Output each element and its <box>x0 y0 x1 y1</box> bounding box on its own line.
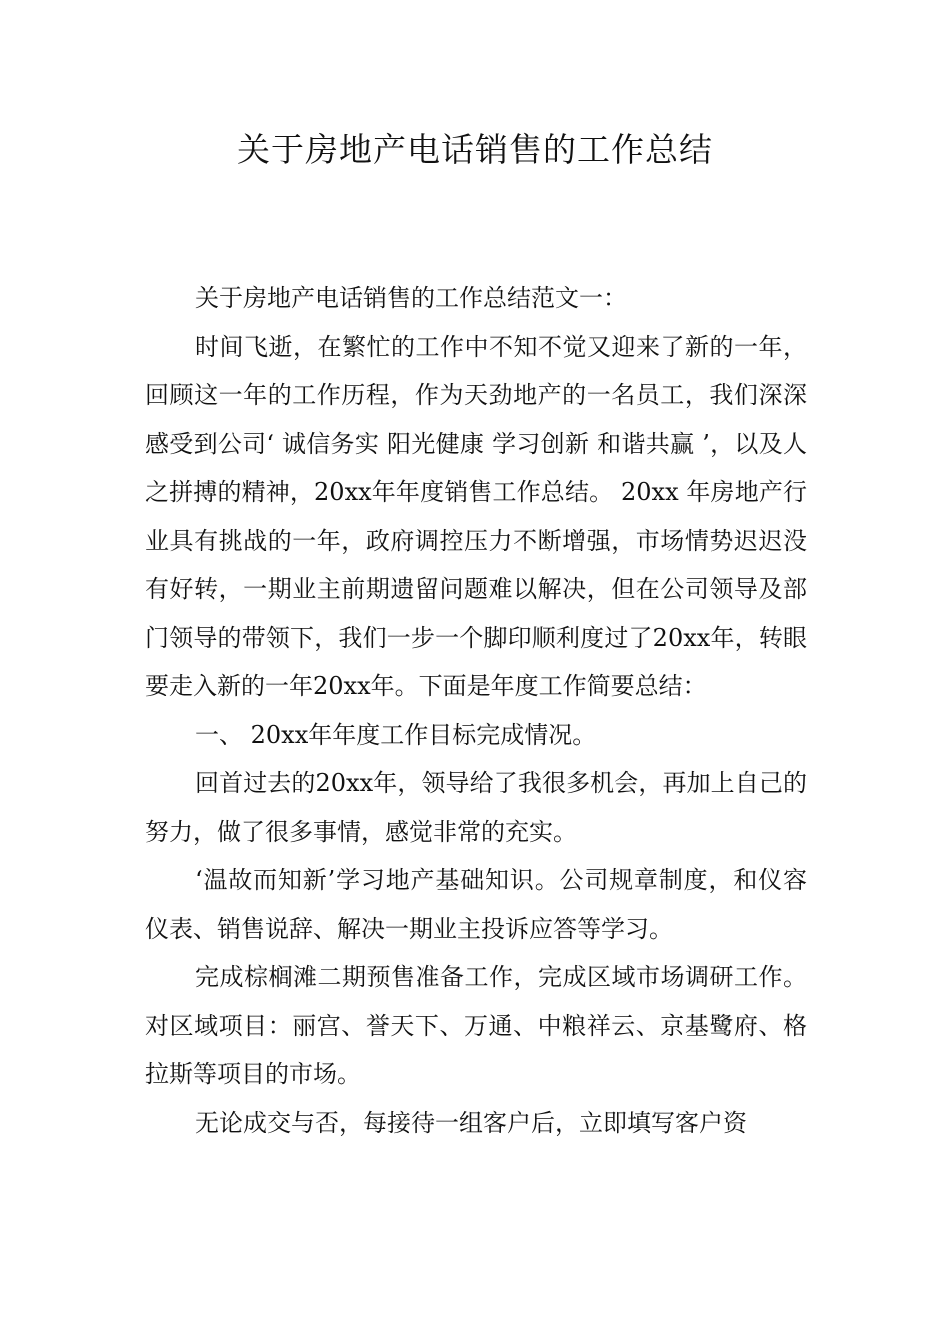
document-body <box>145 274 807 1147</box>
paragraph-customer: 无论成交与否，每接待一组客户后，立即填写客户资 <box>195 1108 747 1137</box>
paragraph-intro: 时间飞逝，在繁忙的工作中不知不觉又迎来了新的一年，回顾这一年的工作历程，作为天劲地产的一名员工，我们深深感受到公司‘ 诚信务实 阳光健康 学习创新 和谐共赢 ’，以及人之拼搏的精神，20xx年年度销售工作总结。 20xx 年房地产行业具有挑战的一年，政府调控压力不断增强，市场情势迟迟没有好转，一期业主前期遗留问题难以解决，但在公司领导及部门领导的带领下，我们一步一个脚印顺利度过了20xx年，转眼要走入新的一年20xx年。下面是年度工作简要总结： <box>145 332 807 700</box>
document-title: 关于房地产电话销售的工作总结 <box>237 130 713 169</box>
paragraph-section-one: 一、 20xx年年度工作目标完成情况。 <box>195 720 597 749</box>
paragraph-review: 回首过去的20xx年，领导给了我很多机会，再加上自己的努力，做了很多事情，感觉非常的充实。 <box>145 769 807 846</box>
paragraph-learning: ‘温故而知新’学习地产基础知识。公司规章制度，和仪容仪表、销售说辞、解决一期业主投诉应答等学习。 <box>145 866 807 943</box>
paragraph-heading: 关于房地产电话销售的工作总结范文一： <box>195 284 627 312</box>
paragraph-presale: 完成棕榈滩二期预售准备工作，完成区域市场调研工作。对区域项目：丽宫、誉天下、万通、中粮祥云、京基鹭府、格拉斯等项目的市场。 <box>145 963 807 1088</box>
